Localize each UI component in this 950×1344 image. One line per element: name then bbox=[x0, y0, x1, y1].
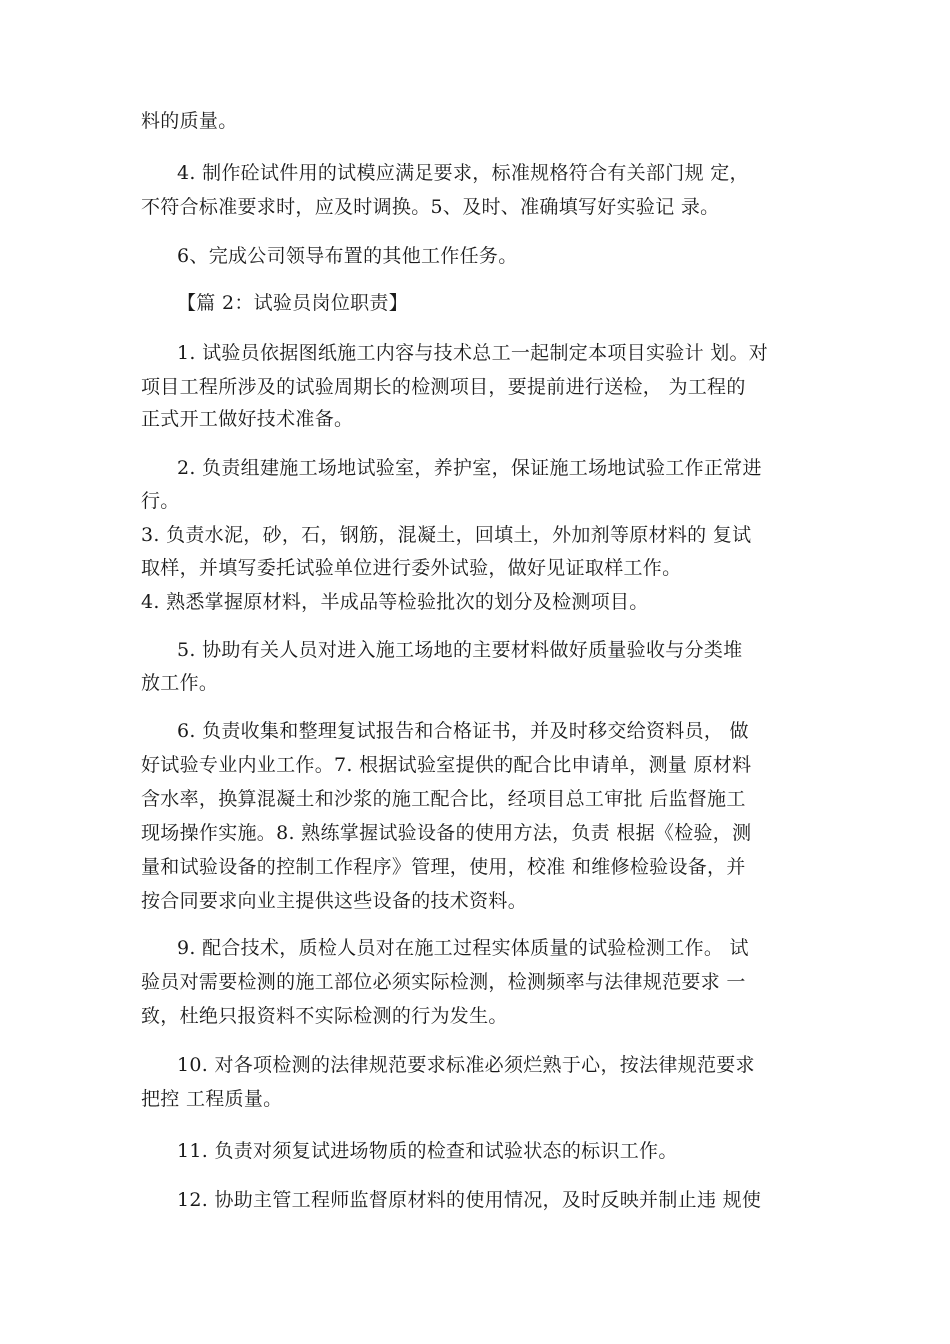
text-line: 6、完成公司领导布置的其他工作任务。 bbox=[177, 245, 518, 267]
text-line: 料的质量。 bbox=[141, 110, 238, 132]
text-line: 验员对需要检测的施工部位必须实际检测，检测频率与法律规范要求 一 bbox=[141, 971, 746, 993]
text-line: 取样，并填写委托试验单位进行委外试验，做好见证取样工作。 bbox=[141, 557, 682, 579]
text-line: 10. 对各项检测的法律规范要求标准必须烂熟于心，按法律规范要求 bbox=[177, 1054, 755, 1076]
text-line: 6. 负责收集和整理复试报告和合格证书，并及时移交给资料员， 做 bbox=[177, 720, 749, 742]
text-line: 按合同要求向业主提供这些设备的技术资料。 bbox=[141, 890, 528, 912]
section-heading: 【篇 2：试验员岗位职责】 bbox=[177, 292, 409, 314]
text-line: 行。 bbox=[141, 490, 180, 512]
text-line: 9. 配合技术，质检人员对在施工过程实体质量的试验检测工作。 试 bbox=[177, 937, 749, 959]
text-line: 含水率，换算混凝土和沙浆的施工配合比，经项目总工审批 后监督施工 bbox=[141, 788, 746, 810]
text-line: 不符合标准要求时，应及时调换。5、及时、准确填写好实验记 录。 bbox=[141, 196, 720, 218]
text-line: 现场操作实施。8. 熟练掌握试验设备的使用方法，负责 根据《检验，测 bbox=[141, 822, 752, 844]
text-line: 2. 负责组建施工场地试验室，养护室，保证施工场地试验工作正常进 bbox=[177, 457, 762, 479]
text-line: 量和试验设备的控制工作程序》管理，使用，校准 和维修检验设备，并 bbox=[141, 856, 746, 878]
text-line: 正式开工做好技术准备。 bbox=[141, 408, 354, 430]
text-line: 5. 协助有关人员对进入施工场地的主要材料做好质量验收与分类堆 bbox=[177, 639, 743, 661]
text-line: 致，杜绝只报资料不实际检测的行为发生。 bbox=[141, 1005, 508, 1027]
text-line: 好试验专业内业工作。7. 根据试验室提供的配合比申请单，测量 原材料 bbox=[141, 754, 752, 776]
text-line: 11. 负责对须复试进场物质的检查和试验状态的标识工作。 bbox=[177, 1140, 678, 1162]
text-line: 把控 工程质量。 bbox=[141, 1088, 283, 1110]
text-line: 3. 负责水泥，砂，石，钢筋，混凝土，回填土，外加剂等原材料的 复试 bbox=[141, 524, 752, 546]
text-line: 放工作。 bbox=[141, 672, 219, 694]
text-line: 4. 制作砼试件用的试模应满足要求，标准规格符合有关部门规 定， bbox=[177, 162, 749, 184]
text-line: 4. 熟悉掌握原材料，半成品等检验批次的划分及检测项目。 bbox=[141, 591, 649, 613]
text-line: 1. 试验员依据图纸施工内容与技术总工一起制定本项目实验计 划。对 bbox=[177, 342, 769, 364]
text-line: 项目工程所涉及的试验周期长的检测项目，要提前进行送检， 为工程的 bbox=[141, 376, 746, 398]
text-line: 12. 协助主管工程师监督原材料的使用情况，及时反映并制止违 规使 bbox=[177, 1189, 762, 1211]
